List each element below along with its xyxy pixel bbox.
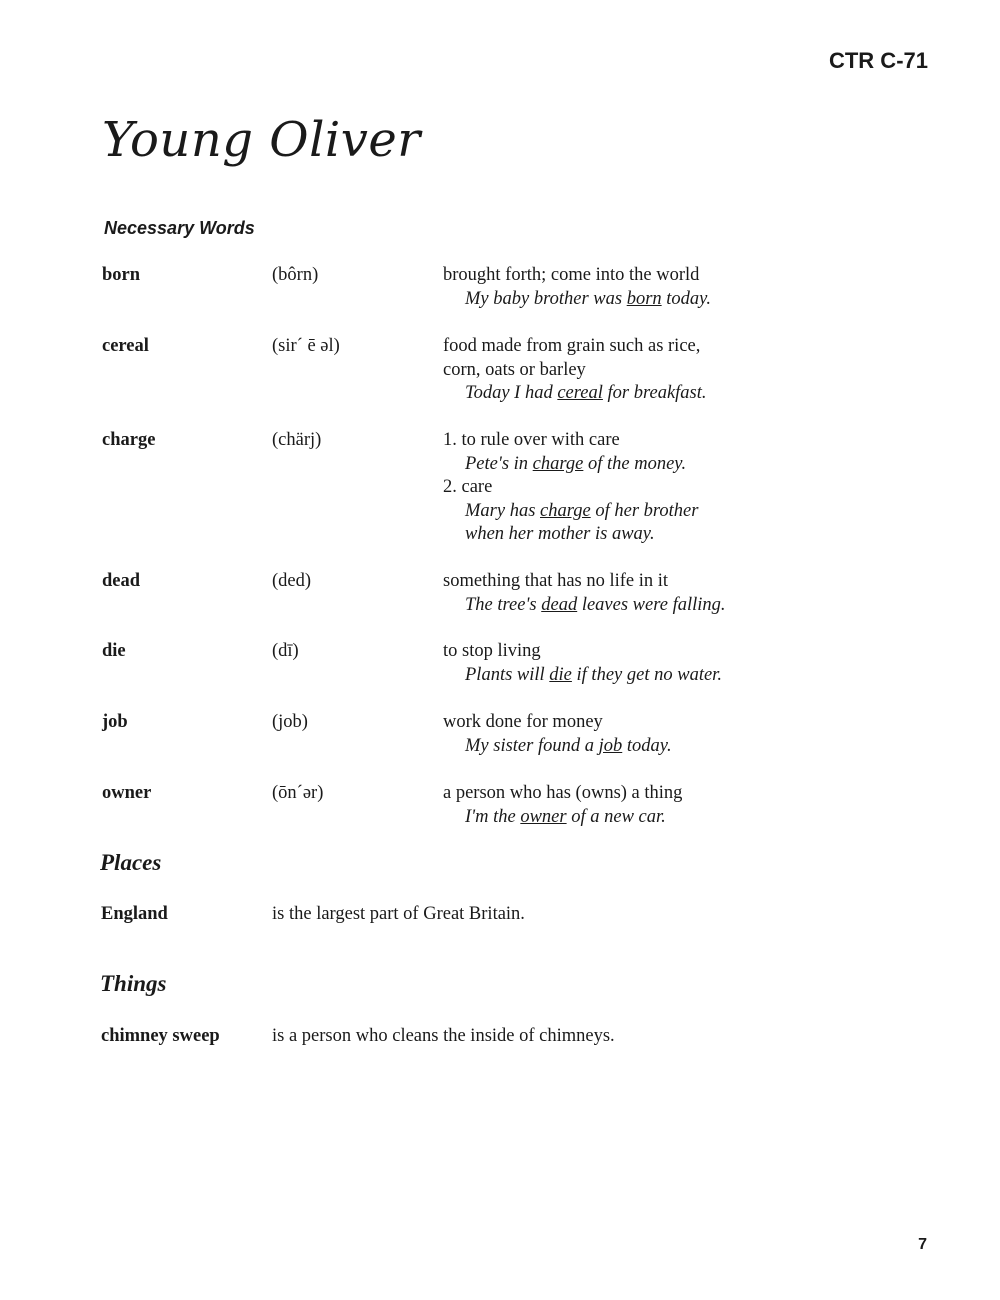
vocab-word: owner (102, 783, 152, 803)
definition-line: corn, oats or barley (443, 359, 586, 380)
place-description: is the largest part of Great Britain. (272, 904, 525, 924)
definition-line: to stop living (443, 641, 541, 661)
pronunciation: (bôrn) (272, 265, 319, 285)
vocab-word: charge (102, 430, 156, 450)
pronunciation: (sir´ ē əl) (272, 336, 340, 356)
pronunciation: (job) (272, 712, 308, 732)
vocab-word: job (102, 712, 128, 732)
document-code: CTR C-71 (828, 48, 928, 73)
pronunciation: (chärj) (272, 430, 322, 450)
vocab-word: born (102, 265, 141, 285)
example-sentence: Pete's in charge of the money. (465, 453, 687, 474)
example-sentence-continued: when her mother is away. (465, 524, 655, 544)
example-sentence: Today I had cereal for breakfast. (465, 383, 707, 403)
vocab-word: dead (102, 571, 141, 591)
page-number: 7 (918, 1236, 927, 1253)
example-sentence: My baby brother was born today. (465, 288, 711, 309)
example-sentence: I'm the owner of a new car. (465, 806, 666, 827)
definition (443, 782, 823, 829)
definition-line: a person who has (owns) a thing (443, 783, 683, 803)
definition-line: something that has no life in it (443, 571, 669, 591)
definition-line: brought forth; come into the world (443, 265, 700, 285)
vocab-word: cereal (102, 336, 149, 356)
place-term: England (101, 904, 168, 924)
definition (443, 640, 823, 687)
definition-line: 2. care (443, 477, 493, 497)
definition-line: 1. to rule over with care (443, 430, 620, 450)
section-subheading: Necessary Words (104, 218, 255, 238)
definition (443, 429, 823, 547)
places-heading: Places (100, 850, 162, 875)
thing-description: is a person who cleans the inside of chimneys. (272, 1026, 615, 1046)
example-sentence: The tree's dead leaves were falling. (465, 594, 726, 615)
example-sentence: Plants will die if they get no water. (465, 664, 722, 685)
definition (443, 264, 823, 311)
example-sentence: My sister found a job today. (465, 735, 672, 756)
definition (443, 335, 823, 406)
pronunciation: (ded) (272, 571, 312, 591)
thing-term: chimney sweep (101, 1026, 220, 1046)
page-title: Young Oliver (102, 112, 421, 168)
definition-line: food made from grain such as rice, (443, 336, 701, 356)
example-sentence: Mary has charge of her brother (465, 500, 699, 521)
pronunciation: (ōn´ər) (272, 783, 324, 803)
definition (443, 711, 823, 758)
pronunciation: (dī) (272, 641, 299, 661)
things-heading: Things (100, 971, 167, 996)
definition-line: work done for money (443, 712, 603, 732)
definition (443, 570, 823, 617)
vocab-word: die (102, 641, 126, 661)
